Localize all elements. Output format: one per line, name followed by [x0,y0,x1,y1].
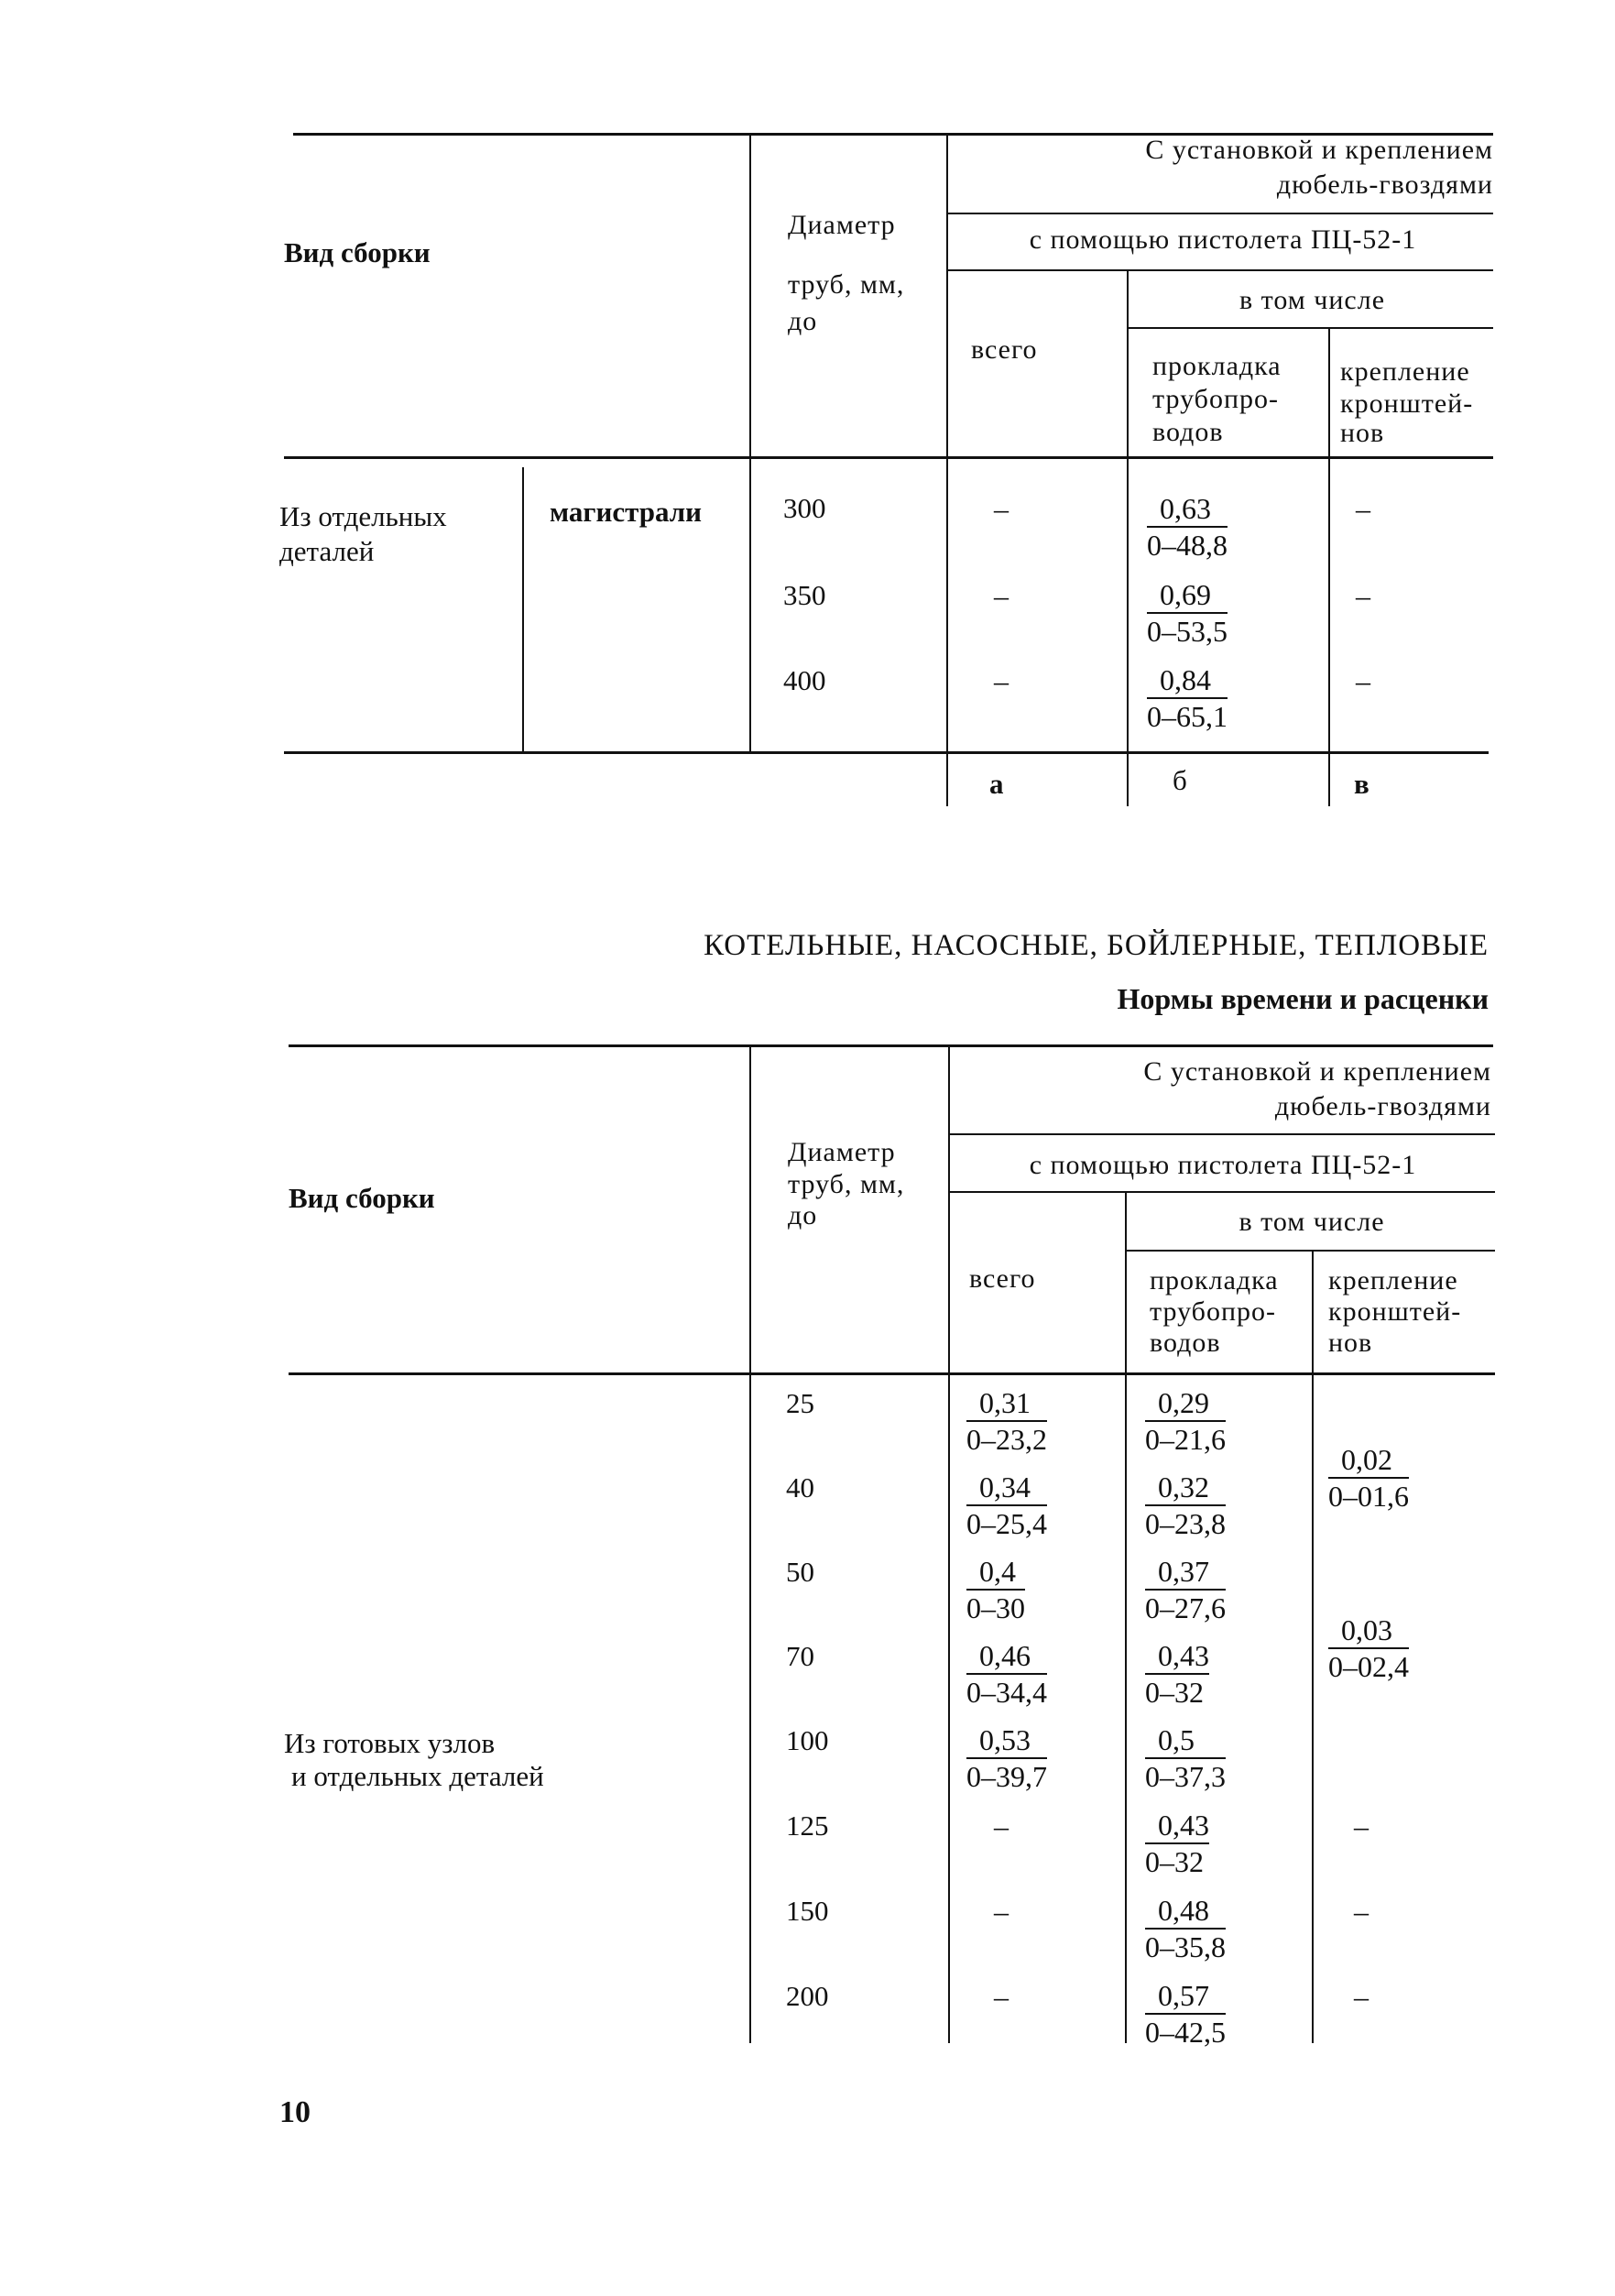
laying-fraction [1145,1470,1226,1541]
bracket-header-line: нов [1340,418,1385,448]
fraction-numerator: 0,32 [1145,1470,1226,1506]
total-cell: – [994,1895,1009,1928]
fraction-denominator: 0–21,6 [1145,1423,1226,1456]
column-divider [749,1044,751,2043]
fraction-denominator: 0–34,4 [966,1676,1047,1709]
fraction-denominator: 0–32 [1145,1676,1204,1709]
header-rule [950,1191,1495,1193]
laying-header-line: водов [1152,417,1224,447]
column-divider [522,467,524,751]
bracket-header-line: крепление [1340,356,1470,387]
total-cell: – [994,492,1009,525]
header-rule [948,269,1493,271]
section-subtitle: Нормы времени и расценки [1117,982,1489,1015]
header-rule [948,213,1493,214]
fraction-denominator: 0–39,7 [966,1760,1047,1793]
tool-header: с помощью пистолета ПЦ-52-1 [1029,224,1417,255]
of-which-header: в том числе [1239,285,1386,315]
laying-header-line: водов [1150,1328,1221,1358]
column-divider [1127,269,1129,751]
header-rule [950,1133,1495,1135]
bracket-cell: – [1354,1895,1369,1928]
of-which-header: в том числе [1239,1207,1385,1237]
table-bottom-rule [284,751,1489,754]
fraction-denominator: 0–23,8 [1145,1507,1226,1540]
fraction-numerator: 0,02 [1328,1442,1409,1479]
fraction-denominator: 0–32 [1145,1845,1204,1878]
laying-fraction [1147,491,1228,563]
diameter-header-line: Диаметр [788,210,896,240]
diameter-header-line: до [788,306,818,336]
bracket-header-line: кронштей- [1340,388,1474,419]
laying-fraction [1145,1638,1209,1710]
bracket-cell: – [1356,664,1370,697]
laying-header-line: прокладка [1152,351,1282,381]
total-fraction [966,1385,1047,1457]
fraction-numerator: 0,84 [1147,662,1228,699]
laying-fraction [1145,1722,1226,1794]
fraction-numerator: 0,43 [1145,1638,1209,1675]
bracket-header-line: нов [1328,1328,1373,1358]
fraction-numerator: 0,31 [966,1385,1047,1422]
row-label-line: и отдельных деталей [291,1760,544,1792]
diameter-cell: 350 [783,579,826,611]
diameter-header-line: Диаметр [788,1137,896,1167]
group-title-line: дюбель-гвоздями [1276,169,1493,200]
bracket-cell: – [1354,1809,1369,1842]
fraction-numerator: 0,46 [966,1638,1047,1675]
fraction-denominator: 0–30 [966,1591,1025,1624]
total-header: всего [971,334,1038,365]
diameter-cell: 400 [783,664,826,696]
fraction-denominator: 0–27,6 [1145,1591,1226,1624]
bracket-fraction [1328,1613,1409,1684]
tool-header: с помощью пистолета ПЦ-52-1 [1029,1150,1417,1180]
fraction-denominator: 0–42,5 [1145,2016,1226,2049]
column-divider [1328,327,1330,751]
group-title-line: С установкой и креплением [1143,1056,1491,1087]
header-bottom-rule [284,456,1493,459]
row-label-line: Из готовых узлов [284,1727,496,1759]
column-letter: б [1173,764,1187,796]
fraction-denominator: 0–35,8 [1145,1930,1226,1963]
fraction-numerator: 0,43 [1145,1808,1209,1844]
assembly-type-header: Вид сборки [289,1182,435,1214]
laying-fraction [1145,1385,1226,1457]
column-letter: в [1354,768,1369,800]
laying-header-line: трубопро- [1152,384,1279,414]
diameter-cell: 200 [786,1980,829,2012]
fraction-denominator: 0–23,2 [966,1423,1047,1456]
total-fraction [966,1554,1025,1625]
laying-fraction [1145,1808,1209,1879]
bracket-header-line: кронштей- [1328,1296,1462,1327]
section-title: КОТЕЛЬНЫЕ, НАСОСНЫЕ, БОЙЛЕРНЫЕ, ТЕПЛОВЫЕ [704,929,1489,962]
diameter-cell: 125 [786,1809,829,1842]
fraction-numerator: 0,57 [1145,1978,1226,2015]
total-fraction [966,1638,1047,1710]
diameter-cell: 150 [786,1895,829,1927]
header-rule [1127,327,1493,329]
total-cell: – [994,1809,1009,1842]
diameter-cell: 300 [783,492,826,524]
fraction-denominator: 0–37,3 [1145,1760,1226,1793]
diameter-header-line: до [788,1200,818,1230]
total-cell: – [994,579,1009,612]
fraction-denominator: 0–53,5 [1147,615,1228,648]
column-divider [749,133,751,751]
bracket-cell: – [1354,1980,1369,2013]
column-divider [1127,753,1129,806]
fraction-numerator: 0,34 [966,1470,1047,1506]
header-rule [1127,1250,1495,1252]
diameter-cell: 70 [786,1640,814,1672]
fraction-numerator: 0,48 [1145,1893,1226,1930]
fraction-numerator: 0,63 [1147,491,1228,528]
total-fraction [966,1470,1047,1541]
bracket-cell: – [1356,492,1370,525]
table-top-rule [289,1044,1493,1047]
fraction-denominator: 0–25,4 [966,1507,1047,1540]
diameter-cell: 25 [786,1387,814,1419]
diameter-header-line: труб, мм, [788,1169,905,1199]
column-divider [1328,753,1330,806]
laying-header-line: трубопро- [1150,1296,1276,1327]
page-number: 10 [279,2095,311,2129]
row-label-line: деталей [279,535,375,567]
fraction-numerator: 0,29 [1145,1385,1226,1422]
total-fraction [966,1722,1047,1794]
laying-fraction [1145,1893,1226,1964]
diameter-cell: 50 [786,1556,814,1588]
total-cell: – [994,1980,1009,2013]
group-title-line: дюбель-гвоздями [1274,1091,1491,1121]
row-label-line: Из отдельных [279,500,447,532]
group-title-line: С установкой и креплением [1145,135,1493,165]
fraction-numerator: 0,69 [1147,577,1228,614]
laying-fraction [1145,1554,1226,1625]
row-sublabel: магистрали [550,496,702,528]
total-header: всего [969,1263,1036,1294]
bracket-fraction [1328,1442,1409,1514]
diameter-cell: 40 [786,1471,814,1503]
total-cell: – [994,664,1009,697]
laying-fraction [1147,662,1228,734]
assembly-type-header: Вид сборки [284,236,431,268]
diameter-header-line: труб, мм, [788,269,905,300]
laying-fraction [1147,577,1228,649]
fraction-numerator: 0,5 [1145,1722,1226,1759]
fraction-numerator: 0,4 [966,1554,1025,1591]
bracket-cell: – [1356,579,1370,612]
column-divider [948,1044,950,2043]
fraction-numerator: 0,37 [1145,1554,1226,1591]
diameter-cell: 100 [786,1724,829,1756]
fraction-denominator: 0–65,1 [1147,700,1228,733]
column-divider [1125,1191,1127,2043]
fraction-denominator: 0–48,8 [1147,529,1228,562]
column-divider [946,753,948,806]
fraction-denominator: 0–02,4 [1328,1650,1409,1683]
column-divider [1312,1250,1314,2043]
laying-fraction [1145,1978,1226,2050]
fraction-numerator: 0,03 [1328,1613,1409,1649]
laying-header-line: прокладка [1150,1265,1279,1296]
column-letter: а [989,768,1004,800]
bracket-header-line: крепление [1328,1265,1458,1296]
header-bottom-rule [289,1372,1495,1375]
fraction-denominator: 0–01,6 [1328,1480,1409,1513]
fraction-numerator: 0,53 [966,1722,1047,1759]
column-divider [946,133,948,751]
